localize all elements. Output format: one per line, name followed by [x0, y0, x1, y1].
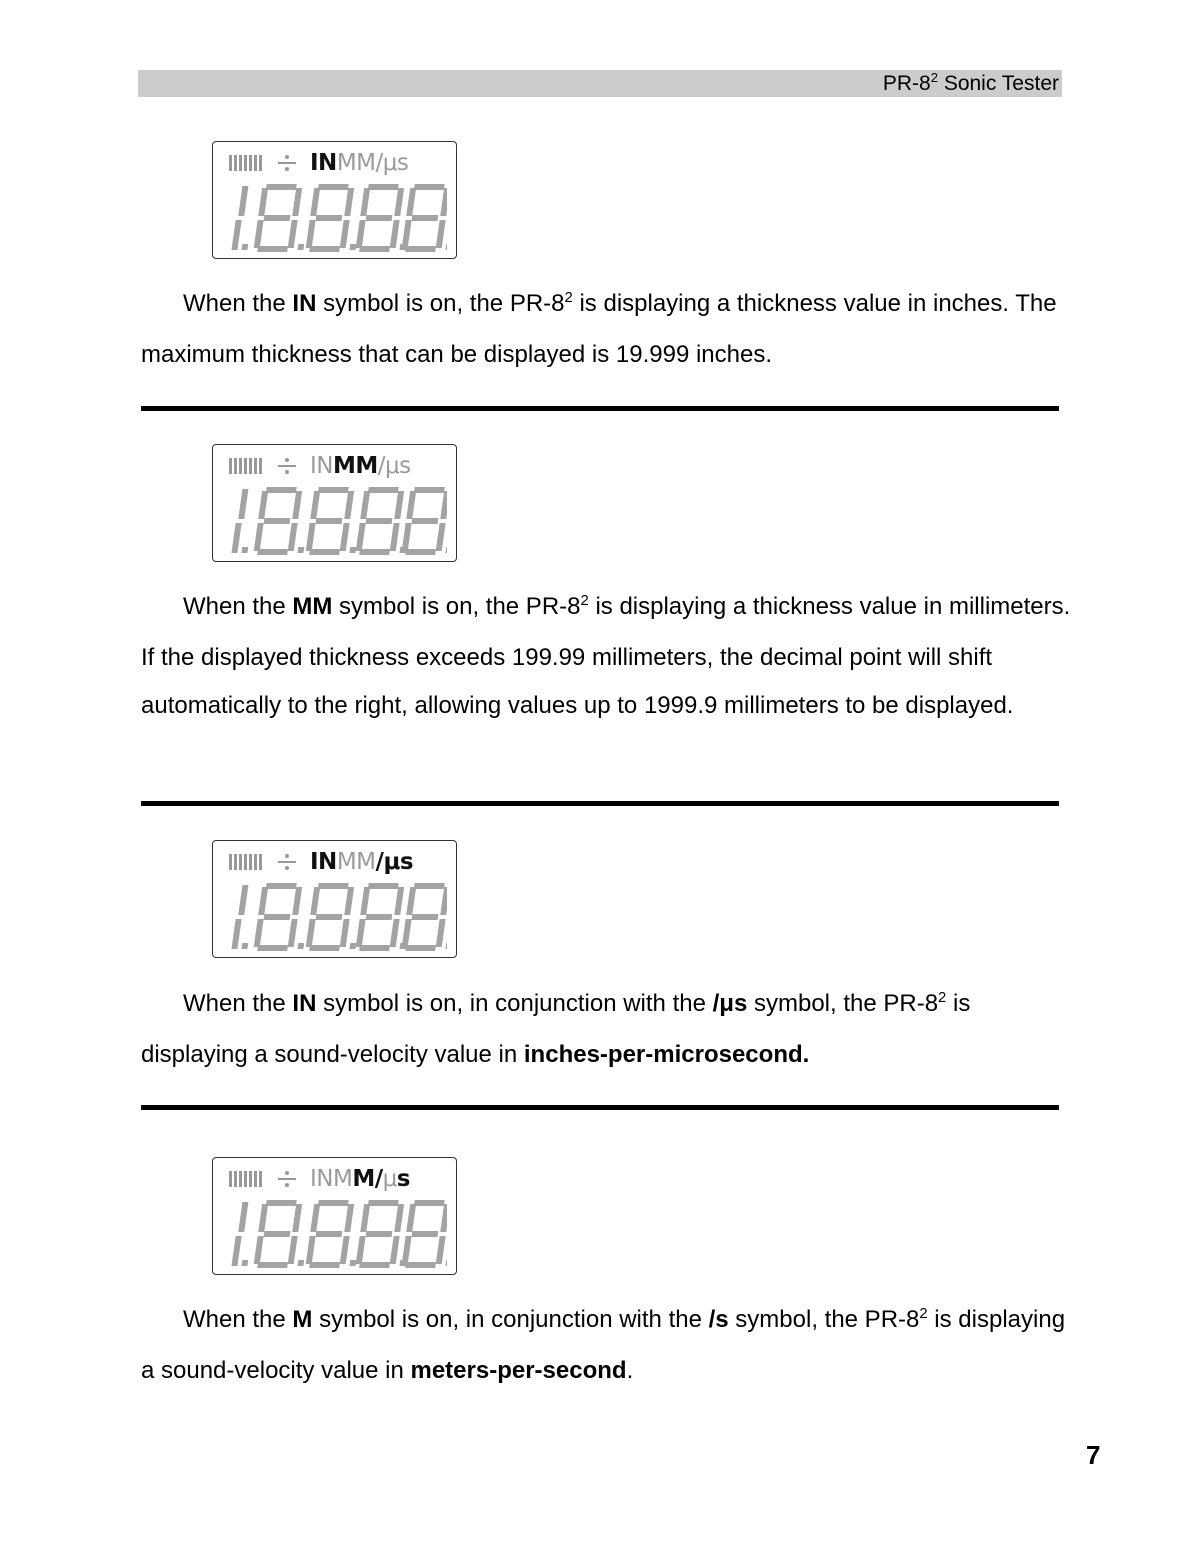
- lcd-segment: [368, 487, 399, 493]
- lcd-label-m: M: [336, 849, 357, 875]
- lcd-decimal-point: [445, 943, 447, 949]
- lcd-segment: [264, 1231, 291, 1237]
- lcd-decimal-point: [349, 244, 356, 250]
- lcd-segment: [266, 883, 297, 889]
- divide-icon: [276, 1168, 298, 1190]
- lcd-segment: [436, 1236, 446, 1264]
- lcd-segment: [318, 883, 349, 889]
- lcd-decimal-point: [349, 943, 356, 949]
- lcd-segment: [292, 1204, 302, 1232]
- paragraph-mm-thickness: When the MM symbol is on, the $PR-8^2$ is displaying a thickness value in millimeters. If the displayed thickness exceeds 199.99 millimeters, the decimal point will shift automatically to the right, allowing values up to 1999.9 millimeters to be displayed.: [141, 593, 1071, 719]
- lcd-segment: [310, 188, 320, 216]
- lcd-label-m: M: [333, 453, 356, 479]
- lcd-segment: [254, 220, 264, 248]
- divider: [141, 406, 1059, 411]
- lcd-segment: [318, 487, 349, 493]
- lcd-segment: [340, 220, 350, 248]
- lcd-label-in: IN: [310, 150, 337, 176]
- lcd-segment: [266, 1200, 297, 1206]
- lcd-segment: [394, 188, 404, 216]
- lcd-segment: [344, 887, 354, 915]
- lcd-segment: [292, 188, 302, 216]
- lcd-segment: [405, 1262, 436, 1268]
- lcd-segment: [316, 1231, 343, 1237]
- lcd-segment: [440, 887, 447, 915]
- lcd-label-in: IN: [310, 849, 337, 875]
- lcd-segment: [402, 1236, 412, 1264]
- lcd-segment: [368, 184, 399, 190]
- lcd-label-m: M: [333, 1166, 353, 1192]
- lcd-segment: [360, 491, 370, 519]
- lcd-segment: [288, 523, 298, 551]
- lcd-segment: [360, 887, 370, 915]
- signal-bars-icon: [229, 1171, 262, 1187]
- lcd-segment: [402, 523, 412, 551]
- lcd-segment: [316, 518, 343, 524]
- lcd-label-m: M: [336, 150, 357, 176]
- lcd-segment: [309, 549, 340, 555]
- lcd-segment: [344, 491, 354, 519]
- lcd-segment: [414, 487, 445, 493]
- header-title: $PR-8^2$ Sonic Tester: [882, 70, 1059, 95]
- lcd-label-m: M: [355, 453, 378, 479]
- lcd-segment: [306, 919, 316, 947]
- lcd-segment: [264, 518, 291, 524]
- lcd-segment: [366, 914, 393, 920]
- lcd-segment: [366, 518, 393, 524]
- lcd-segment: [394, 887, 404, 915]
- lcd-segment: [264, 215, 291, 221]
- lcd-segment: [368, 883, 399, 889]
- lcd-segment: [316, 215, 343, 221]
- lcd-segment: [258, 491, 268, 519]
- lcd-seven-segment-digits: [227, 485, 447, 557]
- lcd-indicator-row: [229, 148, 408, 178]
- lcd-label-s: s: [399, 849, 414, 875]
- lcd-segment: [414, 184, 445, 190]
- lcd-segment: [309, 945, 340, 951]
- lcd-segment: [306, 523, 316, 551]
- lcd-segment: [316, 914, 343, 920]
- lcd-segment: [257, 1262, 288, 1268]
- lcd-segment: [402, 220, 412, 248]
- lcd-segment: [406, 887, 416, 915]
- lcd-segment: [394, 1204, 404, 1232]
- lcd-decimal-point: [349, 547, 356, 553]
- lcd-decimal-point: [445, 1260, 447, 1266]
- lcd-seven-segment-digits: [227, 1198, 447, 1270]
- lcd-segment: [390, 523, 400, 551]
- lcd-segment: [359, 549, 390, 555]
- lcd-decimal-point: [445, 547, 447, 553]
- lcd-segment: [406, 188, 416, 216]
- lcd-label-in: IN: [310, 1166, 333, 1192]
- lcd-segment: [344, 1204, 354, 1232]
- lcd-decimal-point: [445, 244, 447, 250]
- lcd-display-image: [212, 840, 457, 958]
- lcd-segment: [356, 1236, 366, 1264]
- lcd-display-image: [212, 1157, 457, 1275]
- paragraph-in-thickness: When the IN symbol is on, the $PR-8^2$ is displaying a thickness value in inches. The maximum thickness that can be displayed is 19.999 inches.: [141, 290, 1057, 368]
- lcd-label-slash: /: [374, 1166, 383, 1192]
- lcd-segment: [440, 188, 447, 216]
- lcd-segment: [264, 914, 291, 920]
- lcd-segment: [257, 246, 288, 252]
- lcd-segment: [340, 1236, 350, 1264]
- lcd-segment: [292, 887, 302, 915]
- lcd-segment: [292, 491, 302, 519]
- lcd-segment: [309, 246, 340, 252]
- lcd-segment: [254, 523, 264, 551]
- lcd-segment: [436, 220, 446, 248]
- lcd-segment: [359, 246, 390, 252]
- lcd-segment: [310, 887, 320, 915]
- divide-icon: [276, 455, 298, 477]
- lcd-decimal-point: [297, 1260, 304, 1266]
- lcd-segment: [366, 1231, 393, 1237]
- signal-bars-icon: [229, 854, 262, 870]
- lcd-label-in: IN: [310, 453, 333, 479]
- lcd-segment: [390, 1236, 400, 1264]
- lcd-segment: [359, 945, 390, 951]
- lcd-label-mu: μ: [385, 453, 400, 479]
- lcd-label-m: M: [356, 849, 376, 875]
- lcd-segment: [266, 487, 297, 493]
- lcd-label-mu: μ: [382, 1166, 397, 1192]
- lcd-segment: [258, 1204, 268, 1232]
- lcd-label-slash: /: [375, 849, 384, 875]
- lcd-segment: [394, 491, 404, 519]
- divide-icon: [276, 851, 298, 873]
- lcd-segment: [318, 184, 349, 190]
- lcd-segment: [306, 1236, 316, 1264]
- lcd-segment: [340, 919, 350, 947]
- lcd-segment: [412, 215, 439, 221]
- lcd-segment: [406, 491, 416, 519]
- lcd-segment: [412, 518, 439, 524]
- lcd-label-slash: /: [375, 150, 383, 176]
- lcd-segment: [390, 220, 400, 248]
- lcd-segment: [340, 523, 350, 551]
- lcd-indicator-row: [229, 847, 413, 877]
- lcd-seven-segment-digits: [227, 182, 447, 254]
- divider: [141, 1105, 1059, 1110]
- lcd-segment: [306, 220, 316, 248]
- lcd-segment: [310, 491, 320, 519]
- lcd-segment: [414, 883, 445, 889]
- lcd-segment: [257, 945, 288, 951]
- lcd-segment: [356, 220, 366, 248]
- lcd-segment: [318, 1200, 349, 1206]
- lcd-display-image: [212, 141, 457, 259]
- lcd-segment: [258, 887, 268, 915]
- lcd-label-mu: μ: [383, 849, 400, 875]
- lcd-indicator-row: [229, 1164, 410, 1194]
- signal-bars-icon: [229, 155, 262, 171]
- lcd-segment: [412, 914, 439, 920]
- lcd-label-m: M: [356, 150, 376, 176]
- lcd-segment: [257, 549, 288, 555]
- divide-icon: [276, 152, 298, 174]
- lcd-segment: [258, 188, 268, 216]
- lcd-seven-segment-digits: [227, 881, 447, 953]
- paragraph-in-per-us: When the IN symbol is on, in conjunction with the /μs symbol, the $PR-8^2$ is displaying a sound-velocity value in inches-per-microsecond.: [141, 990, 971, 1068]
- running-header: [138, 70, 1062, 97]
- lcd-segment: [288, 1236, 298, 1264]
- lcd-decimal-point: [297, 244, 304, 250]
- lcd-label-m: M: [352, 1166, 375, 1192]
- lcd-label-mu: μ: [382, 150, 397, 176]
- lcd-segment: [440, 1204, 447, 1232]
- lcd-segment: [356, 523, 366, 551]
- lcd-segment: [266, 184, 297, 190]
- lcd-segment: [436, 919, 446, 947]
- lcd-segment: [406, 1204, 416, 1232]
- lcd-label-s: s: [396, 1166, 410, 1192]
- lcd-segment: [366, 215, 393, 221]
- lcd-segment: [310, 1204, 320, 1232]
- lcd-display-image: [212, 444, 457, 562]
- lcd-segment: [288, 220, 298, 248]
- lcd-segment: [436, 523, 446, 551]
- lcd-segment: [405, 246, 436, 252]
- lcd-indicator-row: [229, 451, 411, 481]
- lcd-segment: [390, 919, 400, 947]
- lcd-segment: [344, 188, 354, 216]
- lcd-segment: [412, 1231, 439, 1237]
- lcd-segment: [356, 919, 366, 947]
- lcd-segment: [440, 491, 447, 519]
- signal-bars-icon: [229, 458, 262, 474]
- page-number: 7: [1086, 1440, 1101, 1470]
- lcd-segment: [402, 919, 412, 947]
- lcd-segment: [368, 1200, 399, 1206]
- lcd-segment: [360, 188, 370, 216]
- lcd-segment: [405, 549, 436, 555]
- lcd-segment: [254, 919, 264, 947]
- lcd-segment: [359, 1262, 390, 1268]
- lcd-segment: [405, 945, 436, 951]
- lcd-segment: [254, 1236, 264, 1264]
- lcd-label-slash: /: [377, 453, 386, 479]
- paragraph-m-per-s: When the M symbol is on, in conjunction with the /s symbol, the $PR-8^2$ is displaying a sound-velocity value in meters-per-second.: [141, 1306, 1066, 1384]
- divider: [141, 801, 1059, 806]
- lcd-segment: [309, 1262, 340, 1268]
- lcd-segment: [360, 1204, 370, 1232]
- lcd-segment: [414, 1200, 445, 1206]
- lcd-label-s: s: [396, 150, 409, 176]
- lcd-segment: [288, 919, 298, 947]
- lcd-decimal-point: [349, 1260, 356, 1266]
- lcd-label-s: s: [399, 453, 411, 479]
- lcd-decimal-point: [297, 943, 304, 949]
- lcd-decimal-point: [297, 547, 304, 553]
